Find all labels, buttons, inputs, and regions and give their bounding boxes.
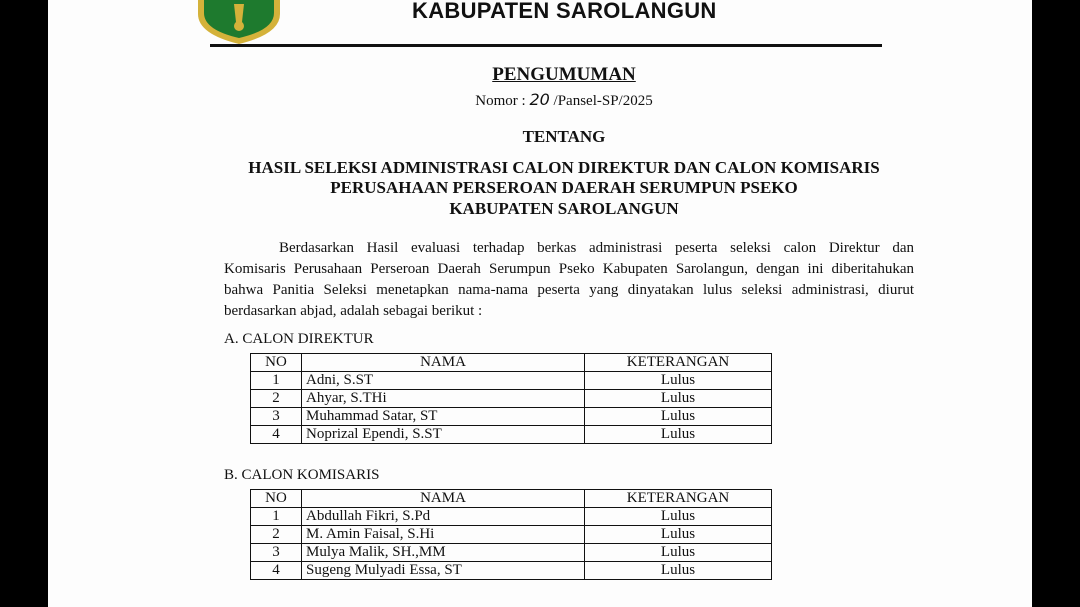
- row-number: 2: [251, 390, 302, 408]
- document-title: PENGUMUMAN: [492, 64, 636, 85]
- candidate-name: Muhammad Satar, ST: [302, 408, 585, 426]
- about-heading: TENTANG: [522, 127, 606, 146]
- candidate-status: Lulus: [585, 544, 772, 562]
- row-number: 3: [251, 544, 302, 562]
- candidate-name: Adni, S.ST: [302, 372, 585, 390]
- candidate-status: Lulus: [585, 372, 772, 390]
- paragraph-line: berdasarkan abjad, adalah sebagai berikut :: [224, 303, 483, 319]
- candidate-name: Mulya Malik, SH.,MM: [302, 544, 585, 562]
- row-number: 4: [251, 426, 302, 444]
- document-page: [48, 0, 1032, 607]
- candidate-name: M. Amin Faisal, S.Hi: [302, 526, 585, 544]
- letterhead-rule: [210, 44, 882, 47]
- paragraph-line: bahwa Panitia Seleksi menetapkan nama-nama peserta yang dinyatakan lulus seleksi administrasi, diurut: [224, 282, 914, 298]
- column-header-no: NO: [251, 354, 302, 372]
- column-header-status: KETERANGAN: [585, 490, 772, 508]
- table-row: [251, 372, 772, 390]
- table-header-row: [251, 490, 772, 508]
- row-number: 4: [251, 562, 302, 580]
- candidate-name: Ahyar, S.THi: [302, 390, 585, 408]
- director-table: [250, 353, 772, 444]
- commissioner-table: [250, 489, 772, 580]
- candidate-name: Abdullah Fikri, S.Pd: [302, 508, 585, 526]
- table-row: [251, 508, 772, 526]
- candidate-name: Noprizal Ependi, S.ST: [302, 426, 585, 444]
- table-row: [251, 390, 772, 408]
- column-header-no: NO: [251, 490, 302, 508]
- table-row: [251, 544, 772, 562]
- paragraph-line: Komisaris Perusahaan Perseroan Daerah Serumpun Pseko Kabupaten Sarolangun, dengan ini diberitahukan: [224, 261, 914, 277]
- row-number: 3: [251, 408, 302, 426]
- number-handwritten: 20: [529, 90, 550, 109]
- table-row: [251, 408, 772, 426]
- column-header-name: NAMA: [302, 490, 585, 508]
- candidate-status: Lulus: [585, 426, 772, 444]
- table-row: [251, 426, 772, 444]
- candidate-status: Lulus: [585, 390, 772, 408]
- table-header-row: [251, 354, 772, 372]
- row-number: 1: [251, 372, 302, 390]
- table-row: [251, 562, 772, 580]
- number-suffix: /Pansel-SP/2025: [553, 93, 653, 109]
- row-number: 2: [251, 526, 302, 544]
- paragraph-line: Berdasarkan Hasil evaluasi terhadap berkas administrasi peserta seleksi calon Direktur dan: [279, 240, 914, 256]
- subject-line-2: PERUSAHAAN PERSEROAN DAERAH SERUMPUN PSEKO: [330, 178, 798, 197]
- section-b-heading: B. CALON KOMISARIS: [224, 467, 380, 483]
- subject-line-1: HASIL SELEKSI ADMINISTRASI CALON DIREKTUR DAN CALON KOMISARIS: [248, 158, 880, 177]
- column-header-status: KETERANGAN: [585, 354, 772, 372]
- section-a-heading: A. CALON DIREKTUR: [224, 331, 374, 347]
- table-row: [251, 526, 772, 544]
- subject-line-3: KABUPATEN SAROLANGUN: [449, 199, 679, 218]
- column-header-name: NAMA: [302, 354, 585, 372]
- candidate-status: Lulus: [585, 562, 772, 580]
- document-number: [48, 90, 1032, 110]
- candidate-status: Lulus: [585, 526, 772, 544]
- number-label: Nomor :: [475, 93, 526, 109]
- regency-name: KABUPATEN SAROLANGUN: [412, 0, 717, 23]
- candidate-status: Lulus: [585, 508, 772, 526]
- intro-paragraph: [224, 238, 914, 322]
- row-number: 1: [251, 508, 302, 526]
- regency-emblem-icon: [194, 0, 284, 44]
- candidate-status: Lulus: [585, 408, 772, 426]
- candidate-name: Sugeng Mulyadi Essa, ST: [302, 562, 585, 580]
